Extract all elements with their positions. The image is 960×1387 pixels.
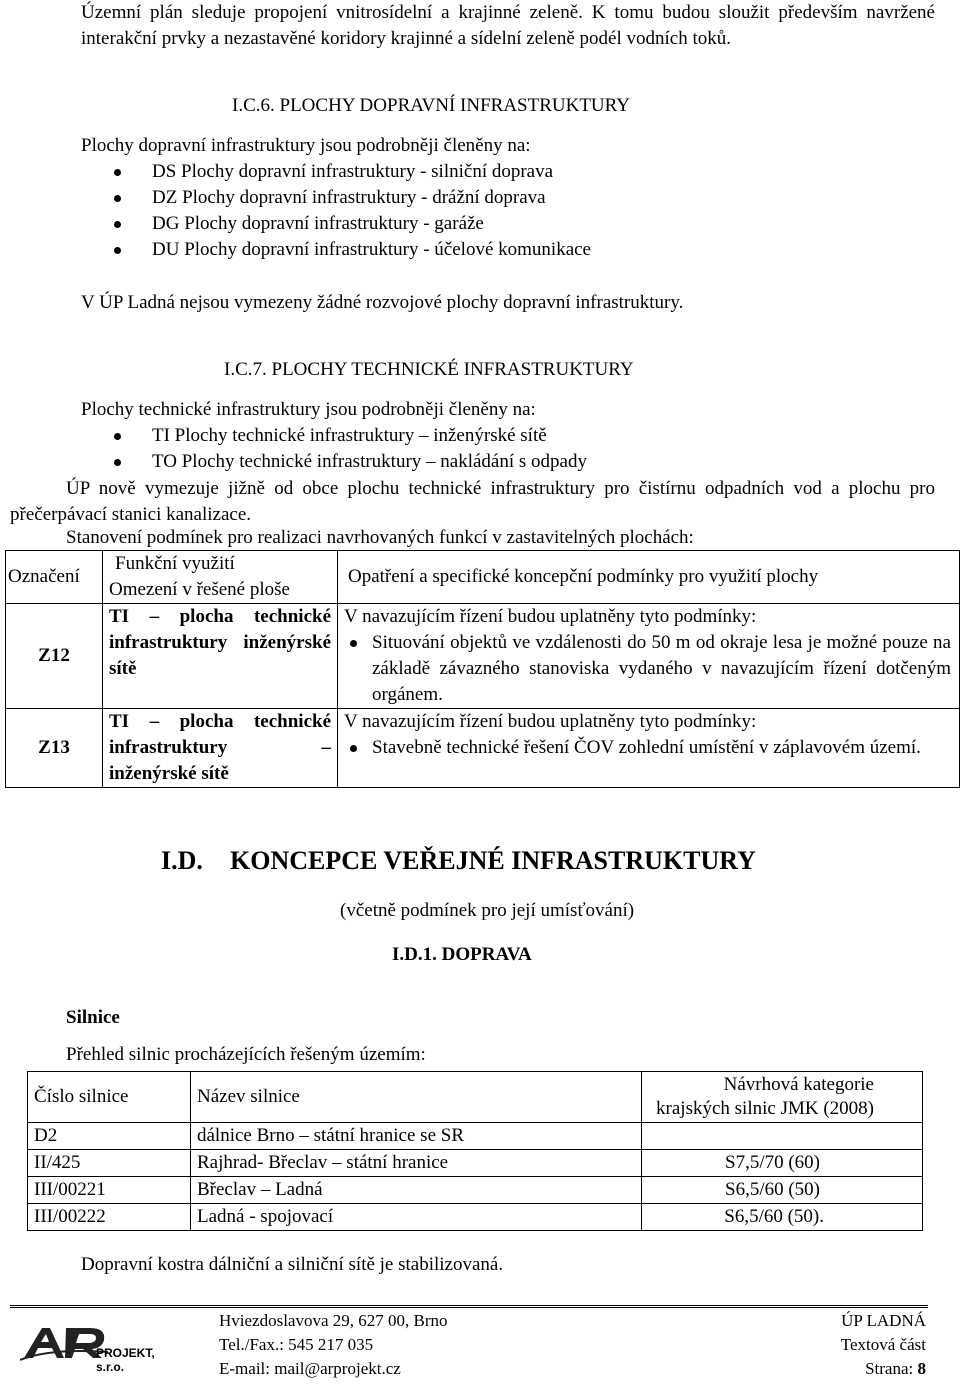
- footer-doc-block: [841, 1309, 926, 1381]
- table-row: [6, 709, 960, 788]
- header-conditions: Opatření a specifické koncepční podmínky pro využití plochy: [338, 551, 960, 604]
- section-c7-lead: Plochy technické infrastruktury jsou podrobněji členěny na:: [81, 399, 536, 420]
- footer-phone: Tel./Fax.: 545 217 035: [219, 1335, 374, 1354]
- header-road-name: Název silnice: [191, 1072, 642, 1123]
- row-use: TI – plocha technické infrastruktury inženýrské sítě: [103, 604, 338, 709]
- header-road-category: Návrhová kategorie krajských silnic JMK (2008): [642, 1072, 923, 1123]
- section-c6-note: V ÚP Ladná nejsou vymezeny žádné rozvojové plochy dopravní infrastruktury.: [81, 292, 684, 313]
- conditions-table: [5, 550, 960, 788]
- row-conditions-lead: V navazujícím řízení budou uplatněny tyto podmínky:: [344, 711, 757, 732]
- table-row: [28, 1204, 923, 1231]
- company-logo: [20, 1322, 170, 1374]
- section-c6-list: [114, 159, 591, 263]
- table-row: [28, 1123, 923, 1150]
- section-d-number: I.D.: [161, 846, 203, 875]
- footer-doc-name: ÚP LADNÁ: [841, 1311, 926, 1330]
- section-d1-heading: I.D.1. DOPRAVA: [392, 944, 532, 965]
- intro-paragraph: [81, 0, 935, 52]
- header-road-number: Číslo silnice: [28, 1072, 191, 1123]
- list-item: TO Plochy technické infrastruktury – nakládání s odpady: [114, 449, 587, 475]
- row-use: TI – plocha technické infrastruktury – inženýrské sítě: [103, 709, 338, 788]
- logo-text: PROJEKT, s.r.o.: [96, 1346, 155, 1374]
- row-id: Z12: [6, 604, 103, 709]
- closing-sentence: Dopravní kostra dálniční a silniční sítě je stabilizovaná.: [81, 1254, 504, 1275]
- road-name: dálnice Brno – státní hranice se SR: [191, 1123, 642, 1150]
- footer-page: [841, 1357, 926, 1381]
- table-row: [6, 604, 960, 709]
- page-label: Strana:: [865, 1359, 914, 1378]
- table-header-row: [28, 1072, 923, 1123]
- list-item: DZ Plochy dopravní infrastruktury - drážní doprava: [114, 185, 591, 211]
- intro-text: Územní plán sleduje propojení vnitrosídelní a krajinné zeleně. K tomu budou sloužit především navržené interakční prvky a nezastavěné koridory krajinné a sídelní zeleně podél vodních toků.: [81, 2, 935, 49]
- table-header-row: [6, 551, 960, 604]
- header-function-line2: Omezení v řešené ploše: [109, 579, 290, 600]
- road-number: III/00221: [28, 1177, 191, 1204]
- roads-overview: Přehled silnic procházejících řešeným územím:: [66, 1044, 426, 1065]
- section-d-title: KONCEPCE VEŘEJNÉ INFRASTRUKTURY: [230, 846, 756, 875]
- header-designation: Označení: [6, 551, 103, 604]
- section-c7-table-caption: Stanovení podmínek pro realizaci navrhovaných funkcí v zastavitelných plochách:: [66, 527, 694, 548]
- roads-table: [27, 1071, 923, 1231]
- list-item: DG Plochy dopravní infrastruktury - garáže: [114, 211, 591, 237]
- road-category: S7,5/70 (60): [642, 1150, 923, 1177]
- footer-email: E-mail: mail@arprojekt.cz: [219, 1359, 401, 1378]
- list-item: TI Plochy technické infrastruktury – inženýrské sítě: [114, 423, 587, 449]
- row-conditions-lead: V navazujícím řízení budou uplatněny tyto podmínky:: [344, 606, 757, 627]
- row-conditions-item: Situování objektů ve vzdálenosti do 50 m od okraje lesa je možné pouze na základě závazného stanoviska vydaného v navazujícím řízení dotčeným orgánem.: [344, 630, 951, 708]
- road-number: III/00222: [28, 1204, 191, 1231]
- section-c6-heading: I.C.6. PLOCHY DOPRAVNÍ INFRASTRUKTURY: [232, 95, 630, 116]
- section-c7-list: [114, 423, 587, 475]
- row-conditions-item: Stavebně technické řešení ČOV zohlední umístění v záplavovém území.: [344, 735, 951, 761]
- road-name: Rajhrad- Břeclav – státní hranice: [191, 1150, 642, 1177]
- road-number: D2: [28, 1123, 191, 1150]
- table-row: [28, 1177, 923, 1204]
- row-conditions: [338, 709, 960, 788]
- page-number: 8: [917, 1359, 926, 1378]
- footer-doc-part: Textová část: [840, 1335, 926, 1354]
- list-item: DS Plochy dopravní infrastruktury - silniční doprava: [114, 159, 591, 185]
- road-category: S6,5/60 (50).: [642, 1204, 923, 1231]
- section-c7-heading: I.C.7. PLOCHY TECHNICKÉ INFRASTRUKTURY: [224, 359, 634, 380]
- footer-divider: [10, 1305, 928, 1308]
- silnice-heading: Silnice: [66, 1007, 120, 1028]
- section-d-subtitle: (včetně podmínek pro její umísťování): [340, 900, 635, 921]
- row-conditions: [338, 604, 960, 709]
- road-category: [642, 1123, 923, 1150]
- footer-address: Hviezdoslavova 29, 627 00, Brno: [219, 1311, 448, 1330]
- header-function: [103, 551, 338, 604]
- row-id: Z13: [6, 709, 103, 788]
- list-item: DU Plochy dopravní infrastruktury - účelové komunikace: [114, 237, 591, 263]
- section-c6-lead: Plochy dopravní infrastruktury jsou podrobněji členěny na:: [81, 135, 531, 156]
- road-number: II/425: [28, 1150, 191, 1177]
- road-name: Ladná - spojovací: [191, 1204, 642, 1231]
- table-row: [28, 1150, 923, 1177]
- road-name: Břeclav – Ladná: [191, 1177, 642, 1204]
- section-c7-paragraph: ÚP nově vymezuje jižně od obce plochu technické infrastruktury pro čistírnu odpadních vod a plochu pro přečerpávací stanici kanalizace.: [10, 478, 935, 525]
- footer-address-block: [219, 1309, 448, 1381]
- header-function-line1: Funkční využití: [115, 553, 235, 574]
- road-category: S6,5/60 (50): [642, 1177, 923, 1204]
